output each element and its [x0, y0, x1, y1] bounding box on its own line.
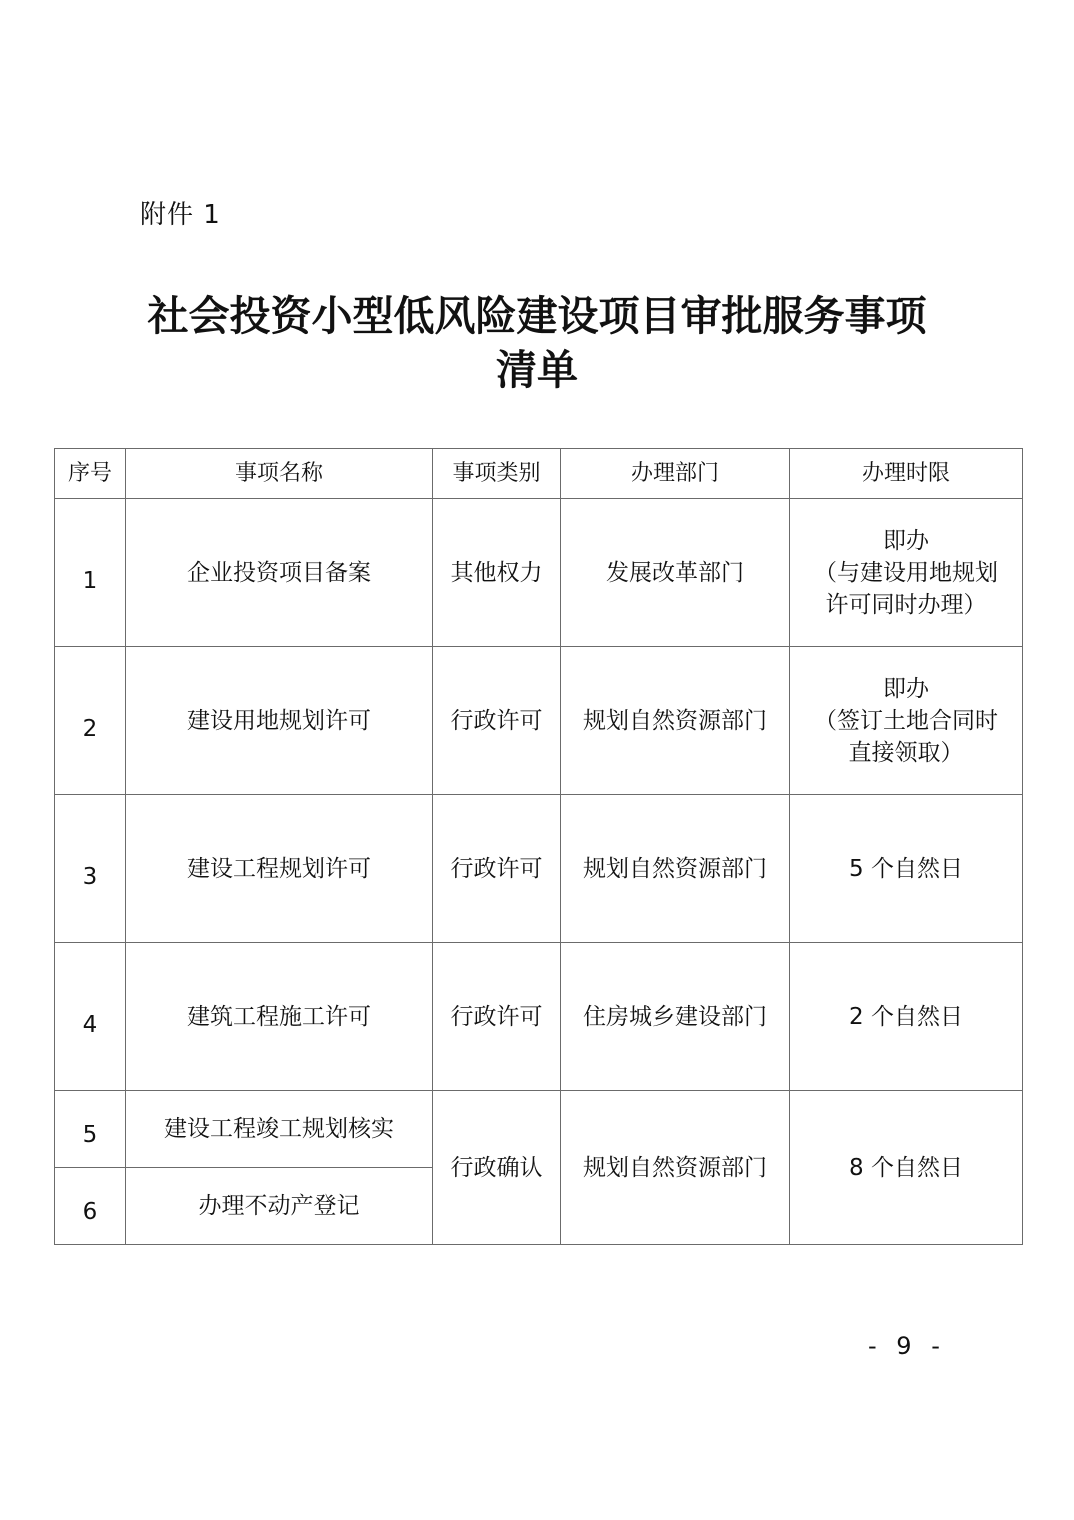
- cell-name: 办理不动产登记: [126, 1168, 433, 1245]
- document-title-line1: 社会投资小型低风险建设项目审批服务事项: [147, 292, 927, 340]
- approval-matters-table: [54, 448, 1023, 1245]
- cell-seq: 4: [55, 943, 126, 1091]
- cell-time-limit: [790, 647, 1023, 795]
- cell-name: 建设工程竣工规划核实: [126, 1091, 433, 1168]
- header-name: 事项名称: [126, 449, 433, 499]
- cell-time-limit: 5 个自然日: [790, 795, 1023, 943]
- table-row: [55, 499, 1023, 647]
- header-department: 办理部门: [561, 449, 790, 499]
- cell-seq: 1: [55, 499, 126, 647]
- cell-department: 发展改革部门: [561, 499, 790, 647]
- header-seq: 序号: [55, 449, 126, 499]
- time-limit-line: 直接领取）: [848, 739, 964, 766]
- table-header-row: [55, 449, 1023, 499]
- cell-name: 建筑工程施工许可: [126, 943, 433, 1091]
- cell-department: 规划自然资源部门: [561, 1091, 790, 1245]
- page-number: - 9 -: [868, 1332, 946, 1360]
- table-row: [55, 647, 1023, 795]
- cell-category: 行政许可: [433, 647, 561, 795]
- document-title-line2: 清单: [496, 346, 578, 394]
- cell-seq: 2: [55, 647, 126, 795]
- time-limit-line: 即办: [883, 675, 929, 702]
- cell-seq: 5: [55, 1091, 126, 1168]
- time-limit-line: （与建设用地规划: [814, 559, 998, 586]
- cell-seq: 3: [55, 795, 126, 943]
- time-limit-line: 即办: [883, 527, 929, 554]
- cell-seq: 6: [55, 1168, 126, 1245]
- time-limit-line: 许可同时办理）: [825, 591, 987, 618]
- cell-category: 行政确认: [433, 1091, 561, 1245]
- cell-department: 规划自然资源部门: [561, 795, 790, 943]
- cell-category: 行政许可: [433, 795, 561, 943]
- table-row: [55, 943, 1023, 1091]
- cell-category: 行政许可: [433, 943, 561, 1091]
- cell-category: 其他权力: [433, 499, 561, 647]
- time-limit-line: （签订土地合同时: [814, 707, 998, 734]
- attachment-label: 附件 1: [140, 200, 221, 230]
- cell-time-limit: [790, 499, 1023, 647]
- cell-department: 住房城乡建设部门: [561, 943, 790, 1091]
- header-category: 事项类别: [433, 449, 561, 499]
- header-time-limit: 办理时限: [790, 449, 1023, 499]
- cell-time-limit: 2 个自然日: [790, 943, 1023, 1091]
- cell-name: 企业投资项目备案: [126, 499, 433, 647]
- table-row: [55, 795, 1023, 943]
- table-row: [55, 1091, 1023, 1168]
- cell-name: 建设工程规划许可: [126, 795, 433, 943]
- cell-time-limit: 8 个自然日: [790, 1091, 1023, 1245]
- cell-department: 规划自然资源部门: [561, 647, 790, 795]
- cell-name: 建设用地规划许可: [126, 647, 433, 795]
